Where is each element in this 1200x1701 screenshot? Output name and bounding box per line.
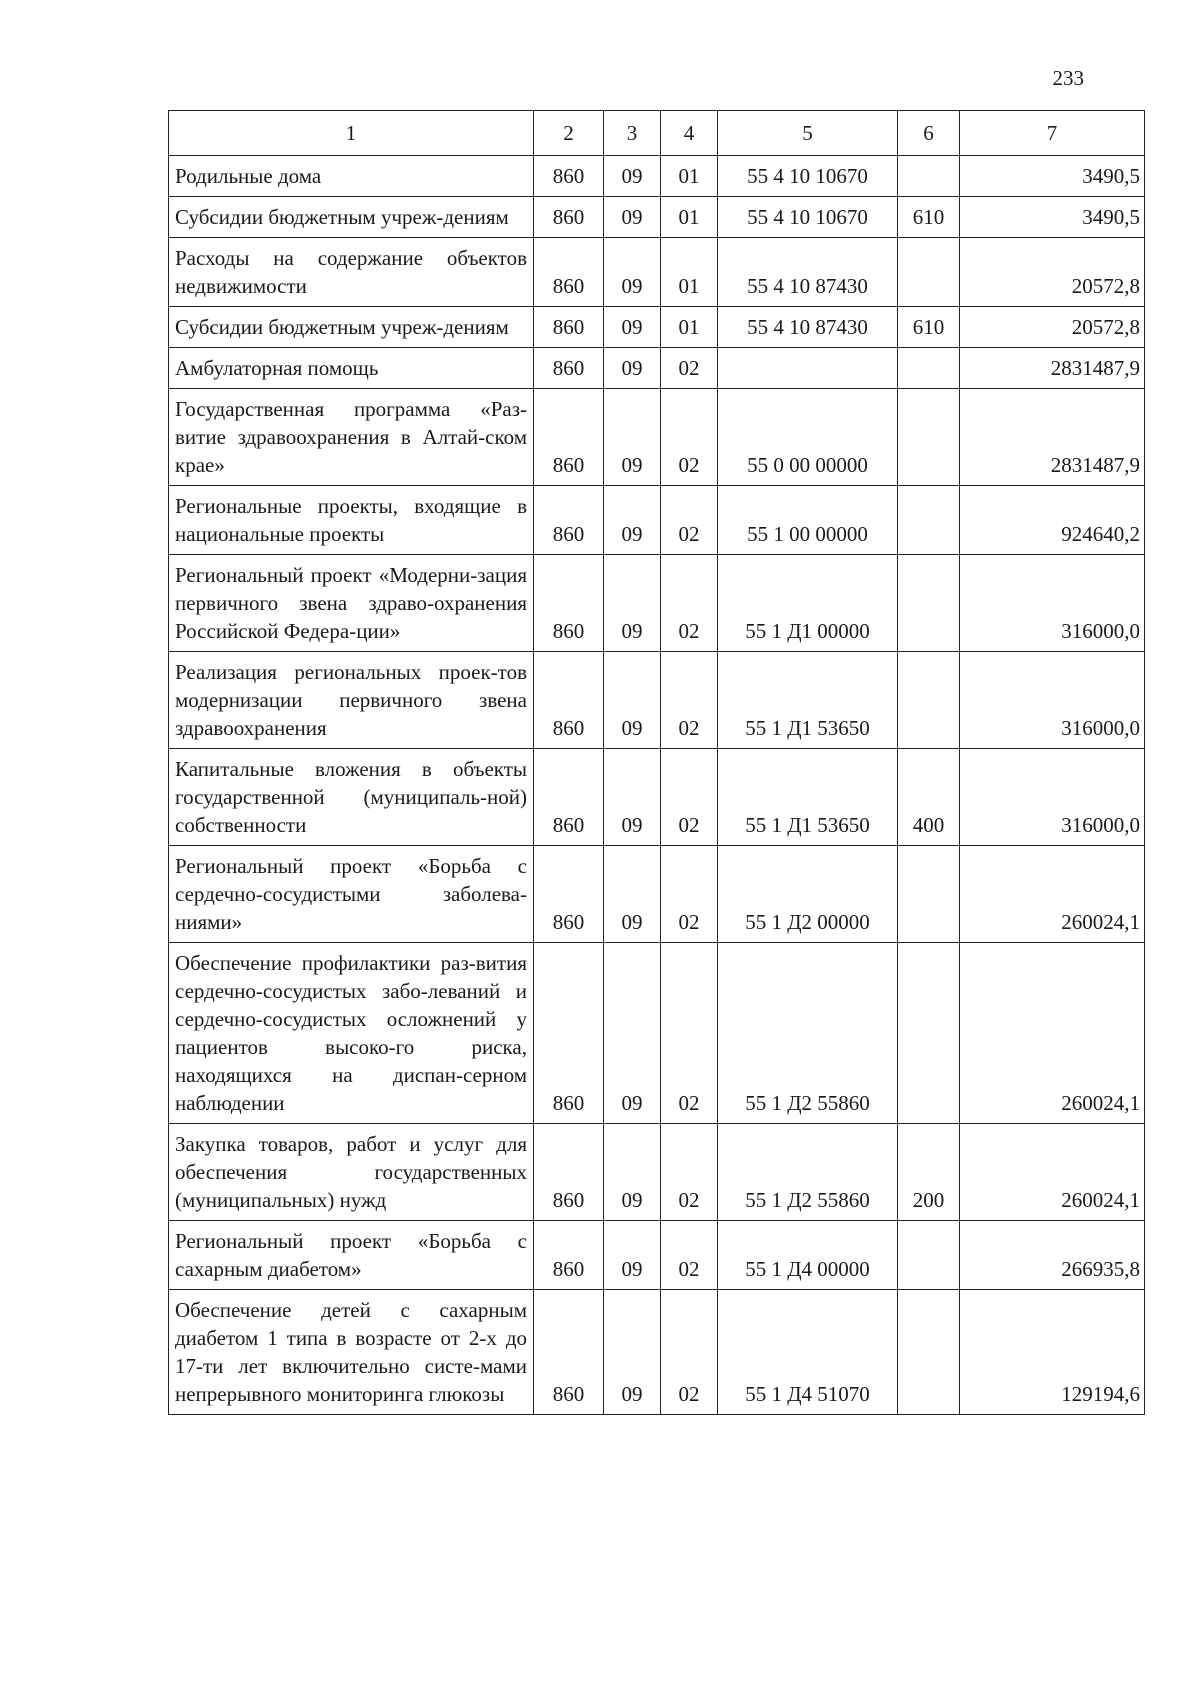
row-col5-cell: 55 1 Д2 55860 [718, 1124, 898, 1221]
table-row [169, 389, 1145, 486]
row-col5-cell: 55 1 Д2 00000 [718, 846, 898, 943]
row-col2-cell: 860 [534, 652, 604, 749]
table-row [169, 1221, 1145, 1290]
header-cell: 5 [718, 111, 898, 156]
header-cell: 4 [661, 111, 718, 156]
row-name-cell: Государственная программа «Раз-витие здравоохранения в Алтай-ском крае» [169, 389, 534, 486]
table-row [169, 846, 1145, 943]
row-col5-cell: 55 1 Д4 00000 [718, 1221, 898, 1290]
row-name-cell: Региональный проект «Модерни-зация первичного звена здраво-охранения Российской Федера-ции» [169, 555, 534, 652]
row-col3-cell: 09 [604, 1221, 661, 1290]
row-col2-cell: 860 [534, 156, 604, 197]
row-col2-cell: 860 [534, 1221, 604, 1290]
row-col3-cell: 09 [604, 555, 661, 652]
row-col7-cell: 20572,8 [960, 238, 1145, 307]
row-col3-cell: 09 [604, 389, 661, 486]
row-col7-cell: 316000,0 [960, 652, 1145, 749]
row-col5-cell: 55 4 10 87430 [718, 238, 898, 307]
row-col2-cell: 860 [534, 1290, 604, 1415]
row-col4-cell: 02 [661, 1124, 718, 1221]
row-col2-cell: 860 [534, 846, 604, 943]
row-name-cell: Родильные дома [169, 156, 534, 197]
table-row [169, 1124, 1145, 1221]
row-col3-cell: 09 [604, 652, 661, 749]
row-col3-cell: 09 [604, 749, 661, 846]
header-cell: 3 [604, 111, 661, 156]
row-col7-cell: 3490,5 [960, 197, 1145, 238]
table-row [169, 238, 1145, 307]
row-col4-cell: 01 [661, 156, 718, 197]
table-row [169, 555, 1145, 652]
row-col4-cell: 02 [661, 389, 718, 486]
row-col7-cell: 260024,1 [960, 846, 1145, 943]
row-col4-cell: 02 [661, 1221, 718, 1290]
row-col2-cell: 860 [534, 197, 604, 238]
table-row [169, 943, 1145, 1124]
row-col5-cell: 55 4 10 10670 [718, 156, 898, 197]
row-col6-cell [898, 943, 960, 1124]
row-col3-cell: 09 [604, 156, 661, 197]
row-col6-cell [898, 846, 960, 943]
row-col3-cell: 09 [604, 197, 661, 238]
row-col7-cell: 316000,0 [960, 555, 1145, 652]
row-col4-cell: 01 [661, 307, 718, 348]
table-row [169, 652, 1145, 749]
row-col3-cell: 09 [604, 348, 661, 389]
row-col6-cell [898, 1290, 960, 1415]
row-col6-cell: 610 [898, 197, 960, 238]
row-col6-cell [898, 652, 960, 749]
row-col7-cell: 3490,5 [960, 156, 1145, 197]
row-col4-cell: 02 [661, 555, 718, 652]
row-col4-cell: 02 [661, 749, 718, 846]
table-body [169, 156, 1145, 1415]
budget-table [168, 110, 1145, 1415]
row-name-cell: Амбулаторная помощь [169, 348, 534, 389]
row-name-cell: Закупка товаров, работ и услуг для обеспечения государственных (муниципальных) нужд [169, 1124, 534, 1221]
row-col3-cell: 09 [604, 1124, 661, 1221]
row-col4-cell: 02 [661, 486, 718, 555]
row-name-cell: Расходы на содержание объектов недвижимости [169, 238, 534, 307]
row-col5-cell [718, 348, 898, 389]
row-col4-cell: 02 [661, 652, 718, 749]
row-col4-cell: 01 [661, 238, 718, 307]
row-name-cell: Региональный проект «Борьба с сердечно-сосудистыми заболева-ниями» [169, 846, 534, 943]
row-col6-cell [898, 486, 960, 555]
row-col4-cell: 02 [661, 943, 718, 1124]
row-col5-cell: 55 1 Д4 51070 [718, 1290, 898, 1415]
table-row [169, 749, 1145, 846]
row-col7-cell: 924640,2 [960, 486, 1145, 555]
row-col6-cell [898, 555, 960, 652]
row-col5-cell: 55 1 Д1 53650 [718, 652, 898, 749]
row-col5-cell: 55 1 Д1 53650 [718, 749, 898, 846]
row-col5-cell: 55 1 Д1 00000 [718, 555, 898, 652]
row-col5-cell: 55 4 10 87430 [718, 307, 898, 348]
row-col4-cell: 02 [661, 846, 718, 943]
row-col7-cell: 266935,8 [960, 1221, 1145, 1290]
row-name-cell: Реализация региональных проек-тов модернизации первичного звена здравоохранения [169, 652, 534, 749]
row-col3-cell: 09 [604, 1290, 661, 1415]
row-col7-cell: 2831487,9 [960, 348, 1145, 389]
row-col5-cell: 55 4 10 10670 [718, 197, 898, 238]
table-row [169, 486, 1145, 555]
row-col6-cell [898, 348, 960, 389]
row-name-cell: Субсидии бюджетным учреж-дениям [169, 307, 534, 348]
header-cell: 1 [169, 111, 534, 156]
row-name-cell: Обеспечение детей с сахарным диабетом 1 типа в возрасте от 2-х до 17-ти лет включительно систе-мами непрерывного мониторинга глюкозы [169, 1290, 534, 1415]
table-row [169, 307, 1145, 348]
header-cell: 2 [534, 111, 604, 156]
table-row [169, 156, 1145, 197]
row-col6-cell [898, 1221, 960, 1290]
row-col6-cell [898, 156, 960, 197]
row-col5-cell: 55 1 Д2 55860 [718, 943, 898, 1124]
table-row [169, 1290, 1145, 1415]
row-col7-cell: 2831487,9 [960, 389, 1145, 486]
row-col7-cell: 316000,0 [960, 749, 1145, 846]
row-col2-cell: 860 [534, 307, 604, 348]
row-col2-cell: 860 [534, 1124, 604, 1221]
table-header-row [169, 111, 1145, 156]
header-cell: 6 [898, 111, 960, 156]
row-col4-cell: 02 [661, 1290, 718, 1415]
row-col2-cell: 860 [534, 943, 604, 1124]
page-number: 233 [1052, 66, 1084, 90]
row-col5-cell: 55 1 00 00000 [718, 486, 898, 555]
row-name-cell: Субсидии бюджетным учреж-дениям [169, 197, 534, 238]
row-col4-cell: 02 [661, 348, 718, 389]
row-col4-cell: 01 [661, 197, 718, 238]
header-cell: 7 [960, 111, 1145, 156]
row-col7-cell: 20572,8 [960, 307, 1145, 348]
row-name-cell: Капитальные вложения в объекты государственной (муниципаль-ной) собственности [169, 749, 534, 846]
row-name-cell: Региональные проекты, входящие в национальные проекты [169, 486, 534, 555]
row-col2-cell: 860 [534, 749, 604, 846]
row-col3-cell: 09 [604, 486, 661, 555]
row-col3-cell: 09 [604, 943, 661, 1124]
row-col6-cell: 610 [898, 307, 960, 348]
row-col3-cell: 09 [604, 846, 661, 943]
row-col7-cell: 260024,1 [960, 1124, 1145, 1221]
row-col2-cell: 860 [534, 238, 604, 307]
row-col2-cell: 860 [534, 348, 604, 389]
table-row [169, 197, 1145, 238]
row-col7-cell: 260024,1 [960, 943, 1145, 1124]
row-col2-cell: 860 [534, 486, 604, 555]
table-row [169, 348, 1145, 389]
row-name-cell: Региональный проект «Борьба с сахарным диабетом» [169, 1221, 534, 1290]
row-col6-cell [898, 238, 960, 307]
row-col2-cell: 860 [534, 555, 604, 652]
row-col3-cell: 09 [604, 238, 661, 307]
row-col6-cell: 200 [898, 1124, 960, 1221]
row-col3-cell: 09 [604, 307, 661, 348]
row-col7-cell: 129194,6 [960, 1290, 1145, 1415]
row-col6-cell: 400 [898, 749, 960, 846]
row-name-cell: Обеспечение профилактики раз-вития сердечно-сосудистых забо-леваний и сердечно-сосудистых осложнений у пациентов высоко-го риска, находящихся на диспан-серном наблюдении [169, 943, 534, 1124]
row-col2-cell: 860 [534, 389, 604, 486]
row-col5-cell: 55 0 00 00000 [718, 389, 898, 486]
row-col6-cell [898, 389, 960, 486]
